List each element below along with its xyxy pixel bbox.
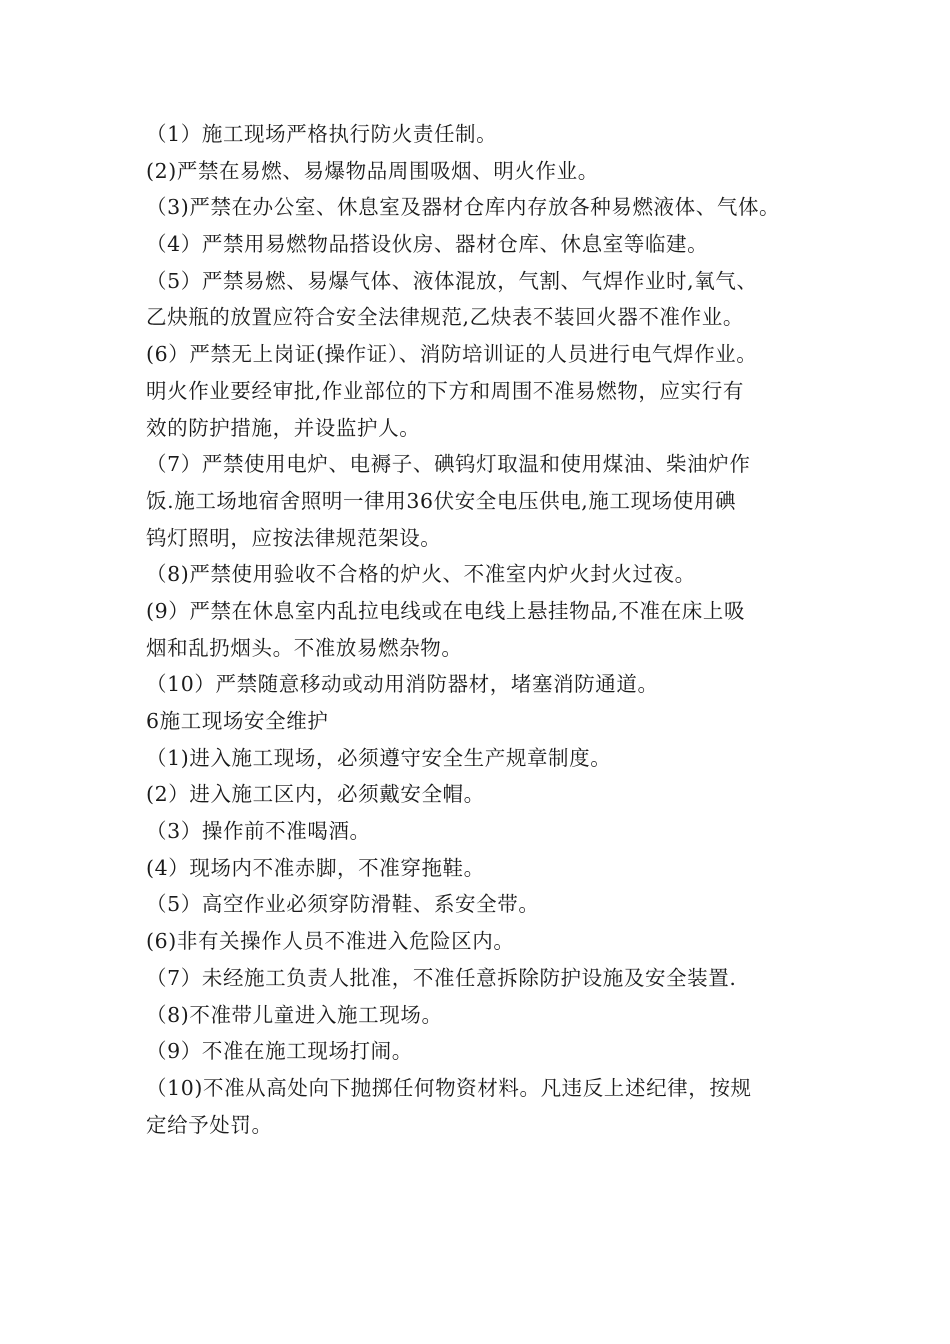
text-line: (6）严禁无上岗证(操作证）、消防培训证的人员进行电气焊作业。	[146, 342, 758, 367]
text-line: （10）严禁随意移动或动用消防器材，堵塞消防通道。	[146, 672, 659, 697]
text-line: 定给予处罚。	[146, 1112, 273, 1137]
text-line: (9）严禁在休息室内乱拉电线或在电线上悬挂物品,不准在床上吸	[146, 598, 746, 623]
text-line: (2）进入施工区内，必须戴安全帽。	[146, 782, 485, 807]
text-line: （3)严禁在办公室、休息室及器材仓库内存放各种易燃液体、气体。	[146, 195, 781, 220]
text-line: 钨灯照明，应按法律规范架设。	[146, 525, 442, 550]
text-line: （4）严禁用易燃物品搭设伙房、器材仓库、休息室等临建。	[146, 232, 709, 257]
text-line: （5）严禁易燃、易爆气体、液体混放，气割、气焊作业时,氧气、	[146, 268, 758, 293]
text-line: （7）严禁使用电炉、电褥子、碘钨灯取温和使用煤油、柴油炉作	[146, 452, 751, 477]
text-line: （3）操作前不准喝酒。	[146, 819, 371, 844]
text-line: （1）施工现场严格执行防火责任制。	[146, 122, 498, 146]
text-line: 效的防护措施，并设监护人。	[146, 415, 421, 440]
section-heading: 6施工现场安全维护	[146, 709, 329, 733]
text-line: （9）不准在施工现场打闹。	[146, 1039, 413, 1064]
text-line: （8)不准带儿童进入施工现场。	[146, 1002, 443, 1027]
text-line: （8)严禁使用验收不合格的炉火、不准室内炉火封火过夜。	[146, 562, 696, 587]
text-line: (6)非有关操作人员不准进入危险区内。	[146, 929, 515, 954]
text-line: （7）未经施工负责人批准，不准任意拆除防护设施及安全装置.	[146, 965, 737, 990]
text-line: 明火作业要经审批,作业部位的下方和周围不准易燃物，应实行有	[146, 378, 744, 403]
text-line: 饭.施工场地宿舍照明一律用36伏安全电压供电,施工现场使用碘	[146, 488, 737, 513]
text-line: （10)不准从高处向下抛掷任何物资材料。凡违反上述纪律，按规	[146, 1075, 752, 1100]
text-line: （1)进入施工现场，必须遵守安全生产规章制度。	[146, 745, 612, 770]
text-line: (2)严禁在易燃、易爆物品周围吸烟、明火作业。	[146, 158, 599, 183]
text-line: 乙炔瓶的放置应符合安全法律规范,乙炔表不装回火器不准作业。	[146, 305, 744, 330]
document-body	[146, 116, 826, 1143]
text-line: (4）现场内不准赤脚，不准穿拖鞋。	[146, 855, 485, 880]
text-line: （5）高空作业必须穿防滑鞋、系安全带。	[146, 892, 540, 917]
text-line: 烟和乱扔烟头。不准放易燃杂物。	[146, 635, 463, 660]
